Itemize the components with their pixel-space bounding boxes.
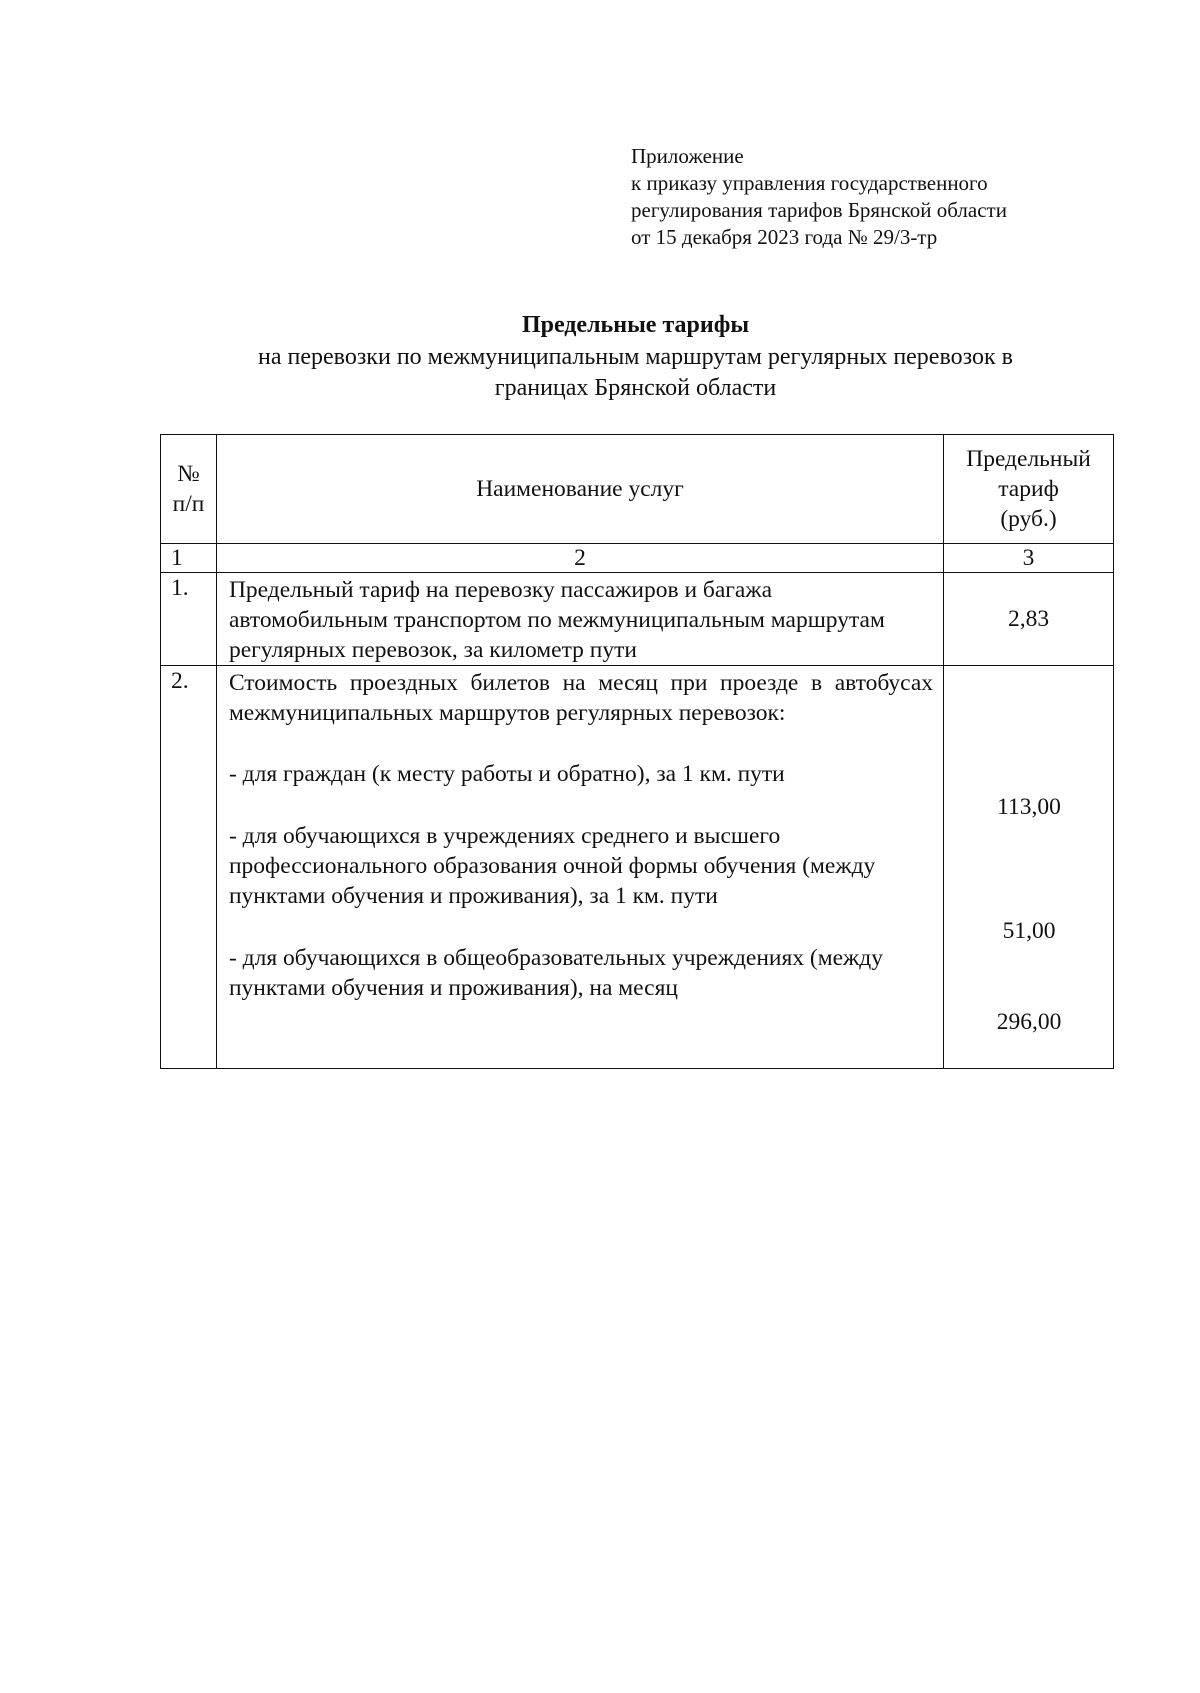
column-index-row [161, 544, 1114, 573]
row-description [216, 666, 943, 1069]
header-tariff-line: (руб.) [1000, 506, 1057, 532]
row-tariff-values [944, 666, 1114, 1069]
appendix-line: к приказу управления государственного [631, 171, 988, 195]
subtitle-line: на перевозки по межмуниципальным маршрутам регулярных перевозок в [258, 344, 1013, 370]
row-description: Предельный тариф на перевозку пассажиров и багажа автомобильным транспортом по межмуниципальным маршрутам регулярных перевозок, за километр пути [216, 573, 943, 666]
appendix-line: Приложение [631, 144, 744, 168]
document-title: Предельные тарифы [521, 312, 750, 338]
appendix-line: регулирования тарифов Брянской области [631, 198, 1007, 222]
column-index: 1 [161, 544, 217, 573]
row-number: 1. [161, 573, 217, 666]
table-header-row [161, 435, 1114, 544]
row-number: 2. [161, 666, 217, 1069]
column-index: 2 [216, 544, 943, 573]
header-service-name: Наименование услуг [216, 435, 943, 544]
subitem-tariff-value: 113,00 [997, 794, 1061, 820]
row-subitem: - для обучающихся в общеобразовательных учреждениях (между пунктами обучения и проживания), на месяц [228, 945, 883, 1001]
table-row [161, 666, 1114, 1069]
appendix-block [631, 143, 1007, 251]
subtitle-line: границах Брянской области [494, 375, 777, 401]
header-tariff-line: тариф [998, 476, 1059, 502]
subitem-tariff-value: 296,00 [996, 1009, 1062, 1035]
row-subitem: - для обучающихся в учреждениях среднего и высшего профессионального образования очной формы обучения (между пунктами обучения и проживания), за 1 км. пути [228, 823, 876, 909]
tariffs-table [160, 434, 1114, 1069]
header-number-sign: № [177, 461, 200, 487]
header-tariff [944, 435, 1114, 544]
header-number [161, 435, 217, 544]
header-number-label: п/п [172, 491, 205, 517]
document-subtitle [160, 342, 1111, 404]
row-intro: Стоимость проездных билетов на месяц при проезде в автобусах межмуниципальных маршрутов регулярных перевозок: [228, 670, 934, 726]
column-index: 3 [944, 544, 1114, 573]
row-subitem: - для граждан (к месту работы и обратно), за 1 км. пути [228, 761, 785, 787]
table-row [161, 573, 1114, 666]
header-tariff-line: Предельный [966, 446, 1091, 472]
subitem-tariff-value: 51,00 [1002, 918, 1056, 944]
row-tariff-value: 2,83 [944, 573, 1114, 666]
appendix-line: от 15 декабря 2023 года № 29/3-тр [631, 225, 938, 249]
